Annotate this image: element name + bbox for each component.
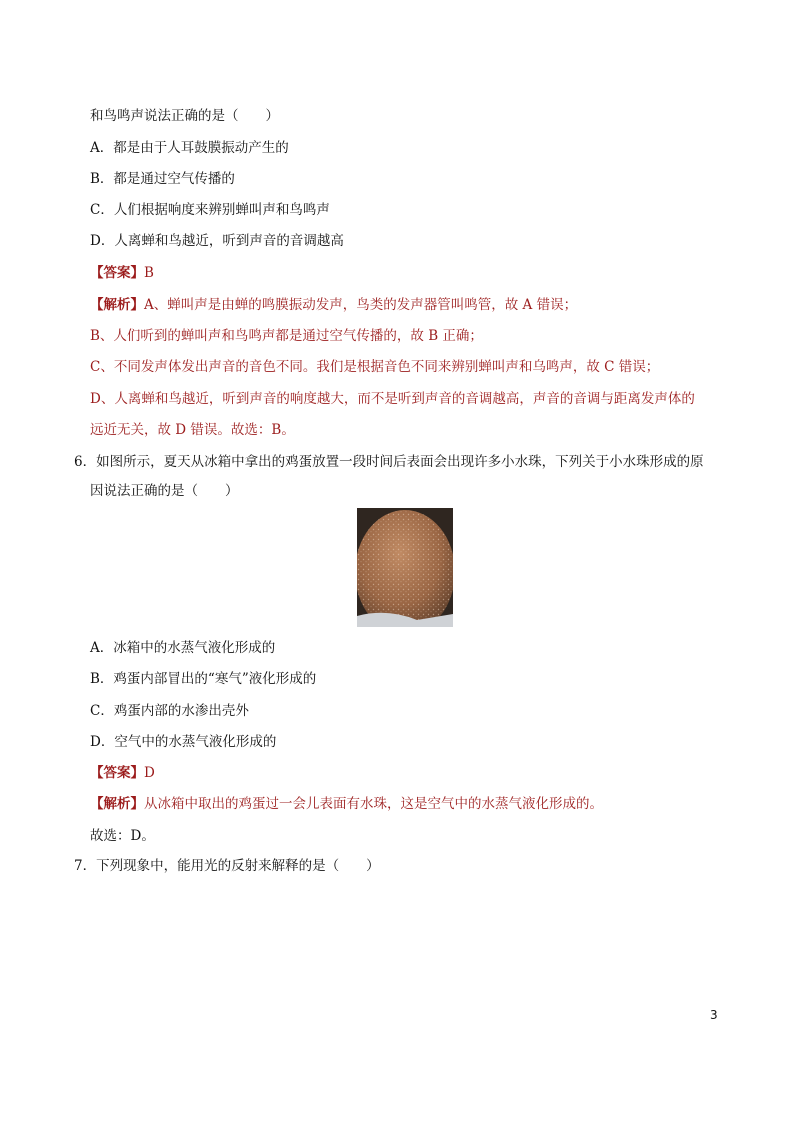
q6-analysis-tag: 【解析】: [90, 796, 144, 812]
q6-answer-tag: 【答案】: [90, 765, 144, 781]
q6-option-d: D．空气中的水蒸气液化形成的: [90, 734, 277, 750]
q5-analysis-text-1: A、蝉叫声是由蝉的鸣膜振动发声，鸟类的发声器管叫鸣管，故 A 错误；: [144, 297, 578, 313]
q6-stem-line-1: 6．如图所示，夏天从冰箱中拿出的鸡蛋放置一段时间后表面会出现许多小水珠，下列关于小水珠形成的原: [74, 454, 704, 470]
q6-option-c: C．鸡蛋内部的水渗出壳外: [90, 703, 249, 719]
q6-stem-line-2: 因说法正确的是（ ）: [90, 483, 239, 499]
q5-option-b: B．都是通过空气传播的: [90, 171, 235, 187]
q5-stem-tail: 和鸟鸣声说法正确的是（ ）: [90, 108, 279, 124]
q6-option-a: A．冰箱中的水蒸气液化形成的: [90, 640, 276, 656]
q5-analysis-line-1: [90, 295, 577, 315]
q6-analysis: [90, 794, 603, 814]
egg-image: [357, 508, 453, 627]
q5-option-c: C．人们根据响度来辨别蝉叫声和鸟鸣声: [90, 202, 330, 218]
q6-answer: [90, 763, 155, 783]
q5-analysis-line-2: B、人们听到的蝉叫声和鸟鸣声都是通过空气传播的，故 B 正确；: [90, 328, 483, 344]
page-number: 3: [710, 1008, 718, 1022]
q5-analysis-tag: 【解析】: [90, 297, 144, 313]
q5-option-d: D．人离蝉和鸟越近，听到声音的音调越高: [90, 233, 344, 249]
q5-answer-tag: 【答案】: [90, 265, 144, 281]
q7-stem: 7．下列现象中，能用光的反射来解释的是（ ）: [74, 858, 380, 874]
q6-conclusion: 故选：D。: [90, 828, 155, 844]
q5-option-a: A．都是由于人耳鼓膜振动产生的: [90, 140, 289, 156]
q5-answer: [90, 263, 154, 283]
q6-analysis-text: 从冰箱中取出的鸡蛋过一会儿表面有水珠，这是空气中的水蒸气液化形成的。: [144, 796, 603, 812]
q5-analysis-line-3: C、不同发声体发出声音的音色不同。我们是根据音色不同来辨别蝉叫声和乌鸣声，故 C 错误；: [90, 359, 660, 375]
egg-photo: [357, 508, 453, 627]
q5-answer-value: B: [144, 265, 154, 281]
q5-analysis-line-4: D、人离蝉和鸟越近，听到声音的响度越大，而不是听到声音的音调越高，声音的音调与距离发声体的: [90, 391, 695, 407]
q5-analysis-line-5: 远近无关，故 D 错误。故选：B。: [90, 422, 295, 438]
q6-option-b: B．鸡蛋内部冒出的“寒气”液化形成的: [90, 671, 317, 687]
q6-answer-value: D: [144, 765, 155, 781]
